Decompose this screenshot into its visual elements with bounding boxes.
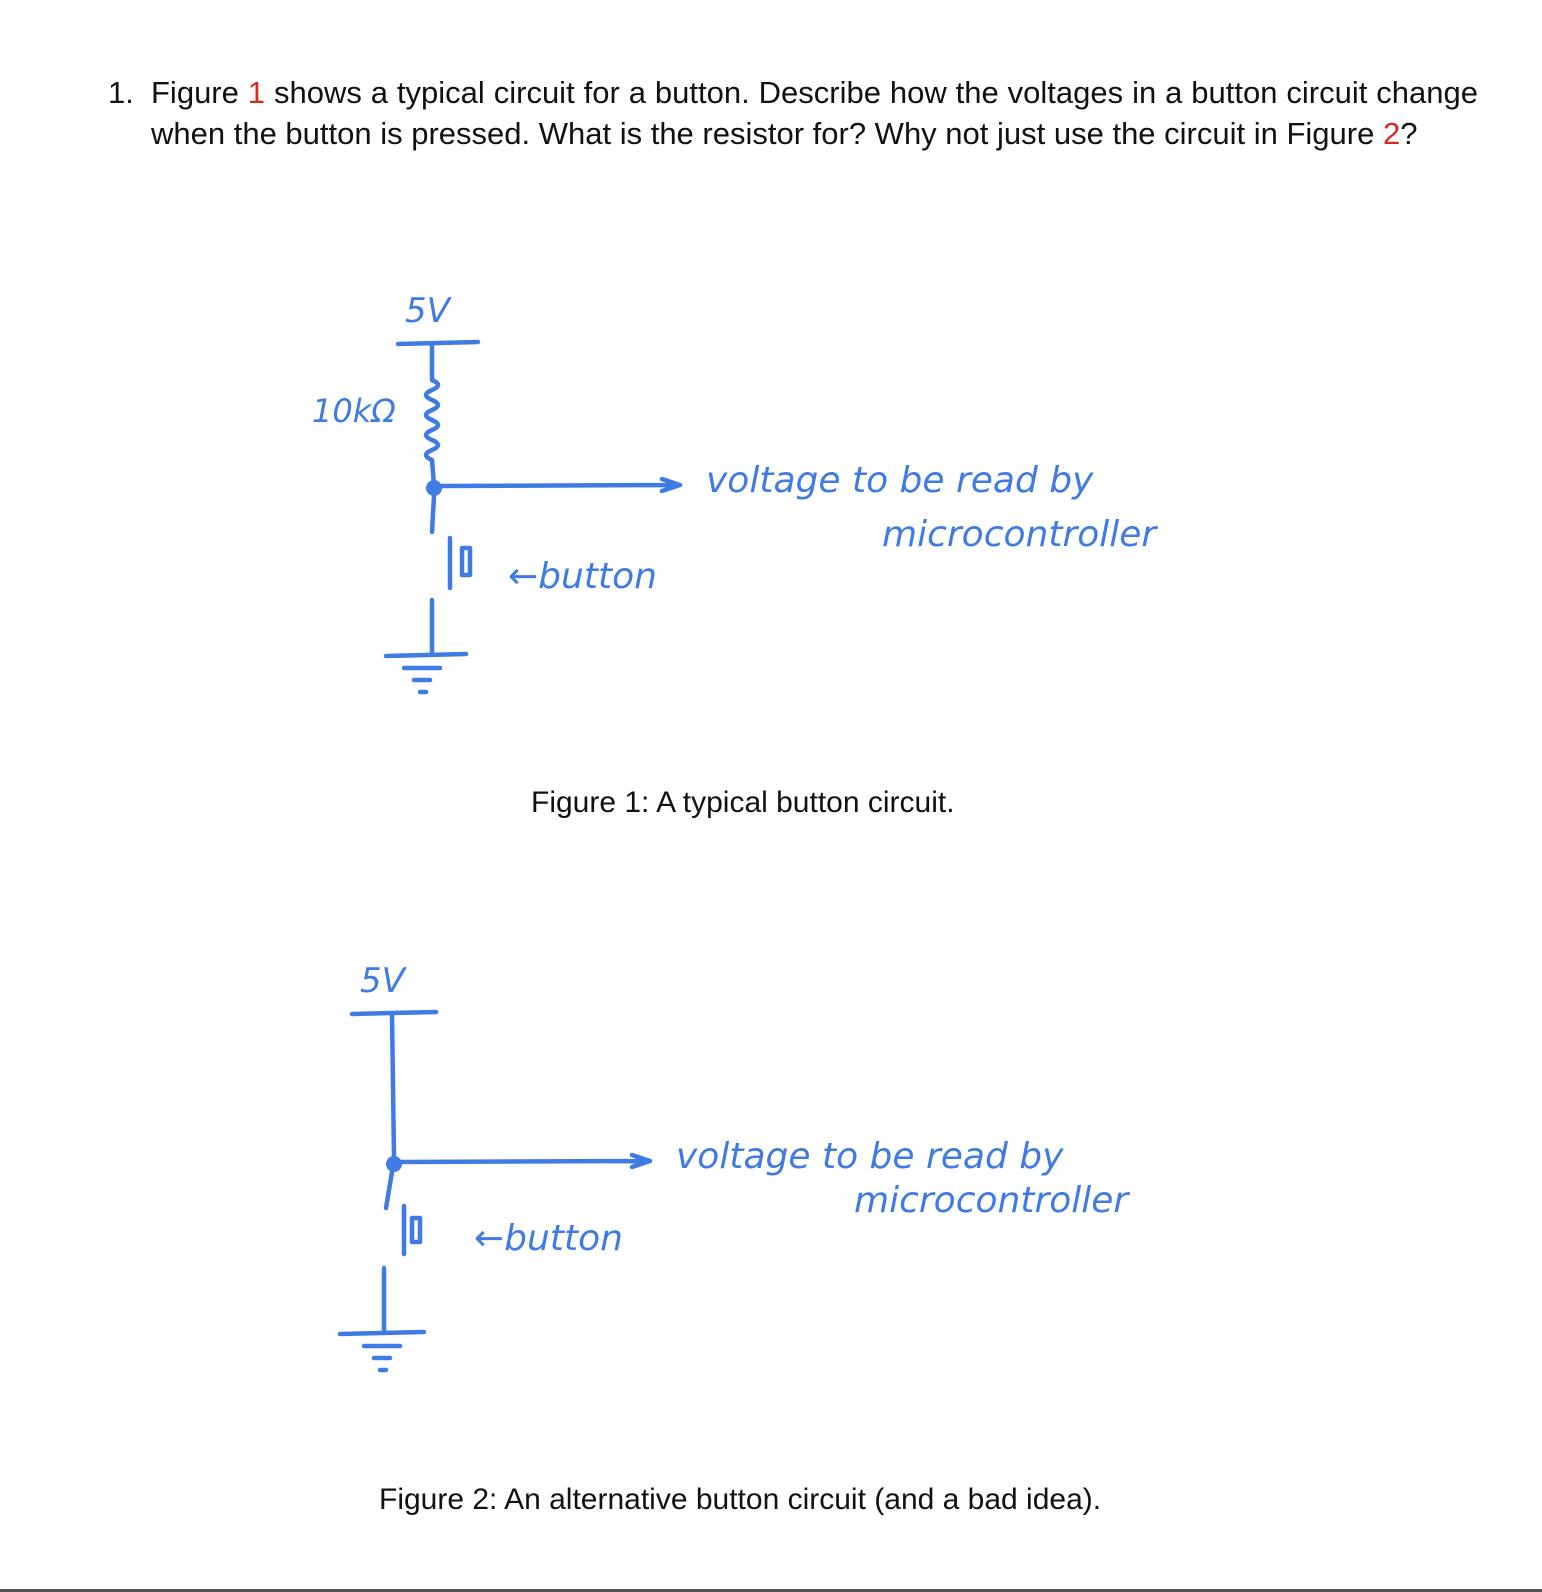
figure-1-output-label-line-2: microcontroller	[882, 514, 1157, 555]
figure-1-circuit-drawing	[0, 270, 1542, 730]
figure-1-resistor	[426, 380, 438, 485]
figure-1-output-wire-arrow	[440, 479, 680, 491]
figure-2-circuit-drawing	[0, 950, 1542, 1410]
figure-1-resistor-label: 10kΩ	[312, 392, 396, 430]
question-text-part-1: Figure	[151, 75, 248, 110]
figure-1-button-switch	[432, 496, 470, 654]
figure-2-output-label-line-1: voltage to be read by	[676, 1136, 1064, 1177]
figure-1-reference-link[interactable]: 1	[247, 75, 266, 110]
figure-1-supply-label: 5V	[405, 291, 450, 331]
question	[108, 72, 1478, 154]
figure-2-supply-wire	[392, 1014, 394, 1158]
figure-1-supply-rail	[398, 342, 478, 344]
figure-1-output-label-line-1: voltage to be read by	[706, 460, 1094, 501]
figure-2-caption: Figure 2: An alternative button circuit (and a bad idea).	[379, 1483, 1102, 1516]
figure-1-ground-symbol	[386, 654, 466, 692]
figure-2-ground-symbol	[340, 1332, 424, 1370]
figure-2-output-label-line-2: microcontroller	[854, 1180, 1129, 1221]
figure-1-caption: Figure 1: A typical button circuit.	[531, 786, 955, 819]
figure-2-supply-label: 5V	[360, 961, 405, 1001]
figure-2-reference-link[interactable]: 2	[1382, 116, 1401, 151]
figure-2-output-wire-arrow	[400, 1155, 650, 1167]
question-number: 1.	[108, 75, 134, 110]
question-text	[151, 72, 1478, 154]
question-text-part-3: ?	[1400, 116, 1418, 151]
question-text-part-2: shows a typical circuit for a button. Describe how the voltages in a button circuit change when the button is pressed. What is the resistor for? Why not just use the circuit in Figure	[151, 75, 1478, 151]
figure-2-button-label: ←button	[474, 1218, 623, 1259]
figure-2-button-switch	[384, 1172, 420, 1330]
figure-1-button-label: ←button	[508, 556, 657, 597]
